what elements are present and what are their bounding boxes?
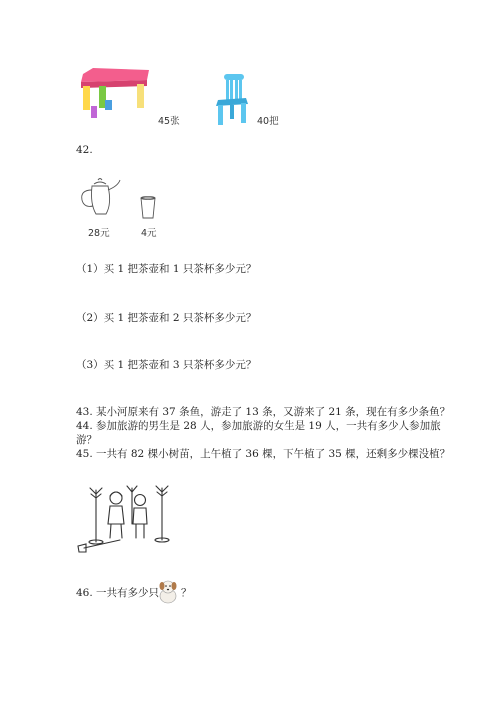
question-46-suffix: ？ xyxy=(181,587,192,599)
question-42-number: 42. xyxy=(76,144,93,156)
puppy-icon xyxy=(157,578,179,604)
question-44-line2: 游？ xyxy=(76,434,97,446)
question-44-line1: 44. 参加旅游的男生是 28 人，参加旅游的女生是 19 人，一共有多少人参加旅 xyxy=(76,420,441,432)
question-42-sub2: （2）买 1 把茶壶和 2 只茶杯多少元？ xyxy=(76,312,257,324)
table-quantity-label: 45张 xyxy=(158,116,180,127)
teapot-price-label: 28元 xyxy=(88,228,110,239)
chair-illustration xyxy=(212,72,252,127)
chair-quantity-label: 40把 xyxy=(257,116,279,127)
cup-price-label: 4元 xyxy=(141,228,157,239)
tree-planting-illustration xyxy=(76,480,176,554)
teapot-illustration xyxy=(78,176,122,220)
question-43: 43. 某小河原来有 37 条鱼，游走了 13 条，又游来了 21 条，现在有多少条鱼？ xyxy=(76,406,451,418)
question-42-sub3: （3）买 1 把茶壶和 3 只茶杯多少元？ xyxy=(76,359,257,371)
question-42-sub1: （1）买 1 把茶壶和 1 只茶杯多少元？ xyxy=(76,263,257,275)
cup-illustration xyxy=(139,196,157,220)
table-illustration xyxy=(75,66,155,121)
question-46-text: 46. 一共有多少只 xyxy=(76,587,160,599)
question-45: 45. 一共有 82 棵小树苗，上午植了 36 棵，下午植了 35 棵，还剩多少棵没植？ xyxy=(76,448,451,460)
